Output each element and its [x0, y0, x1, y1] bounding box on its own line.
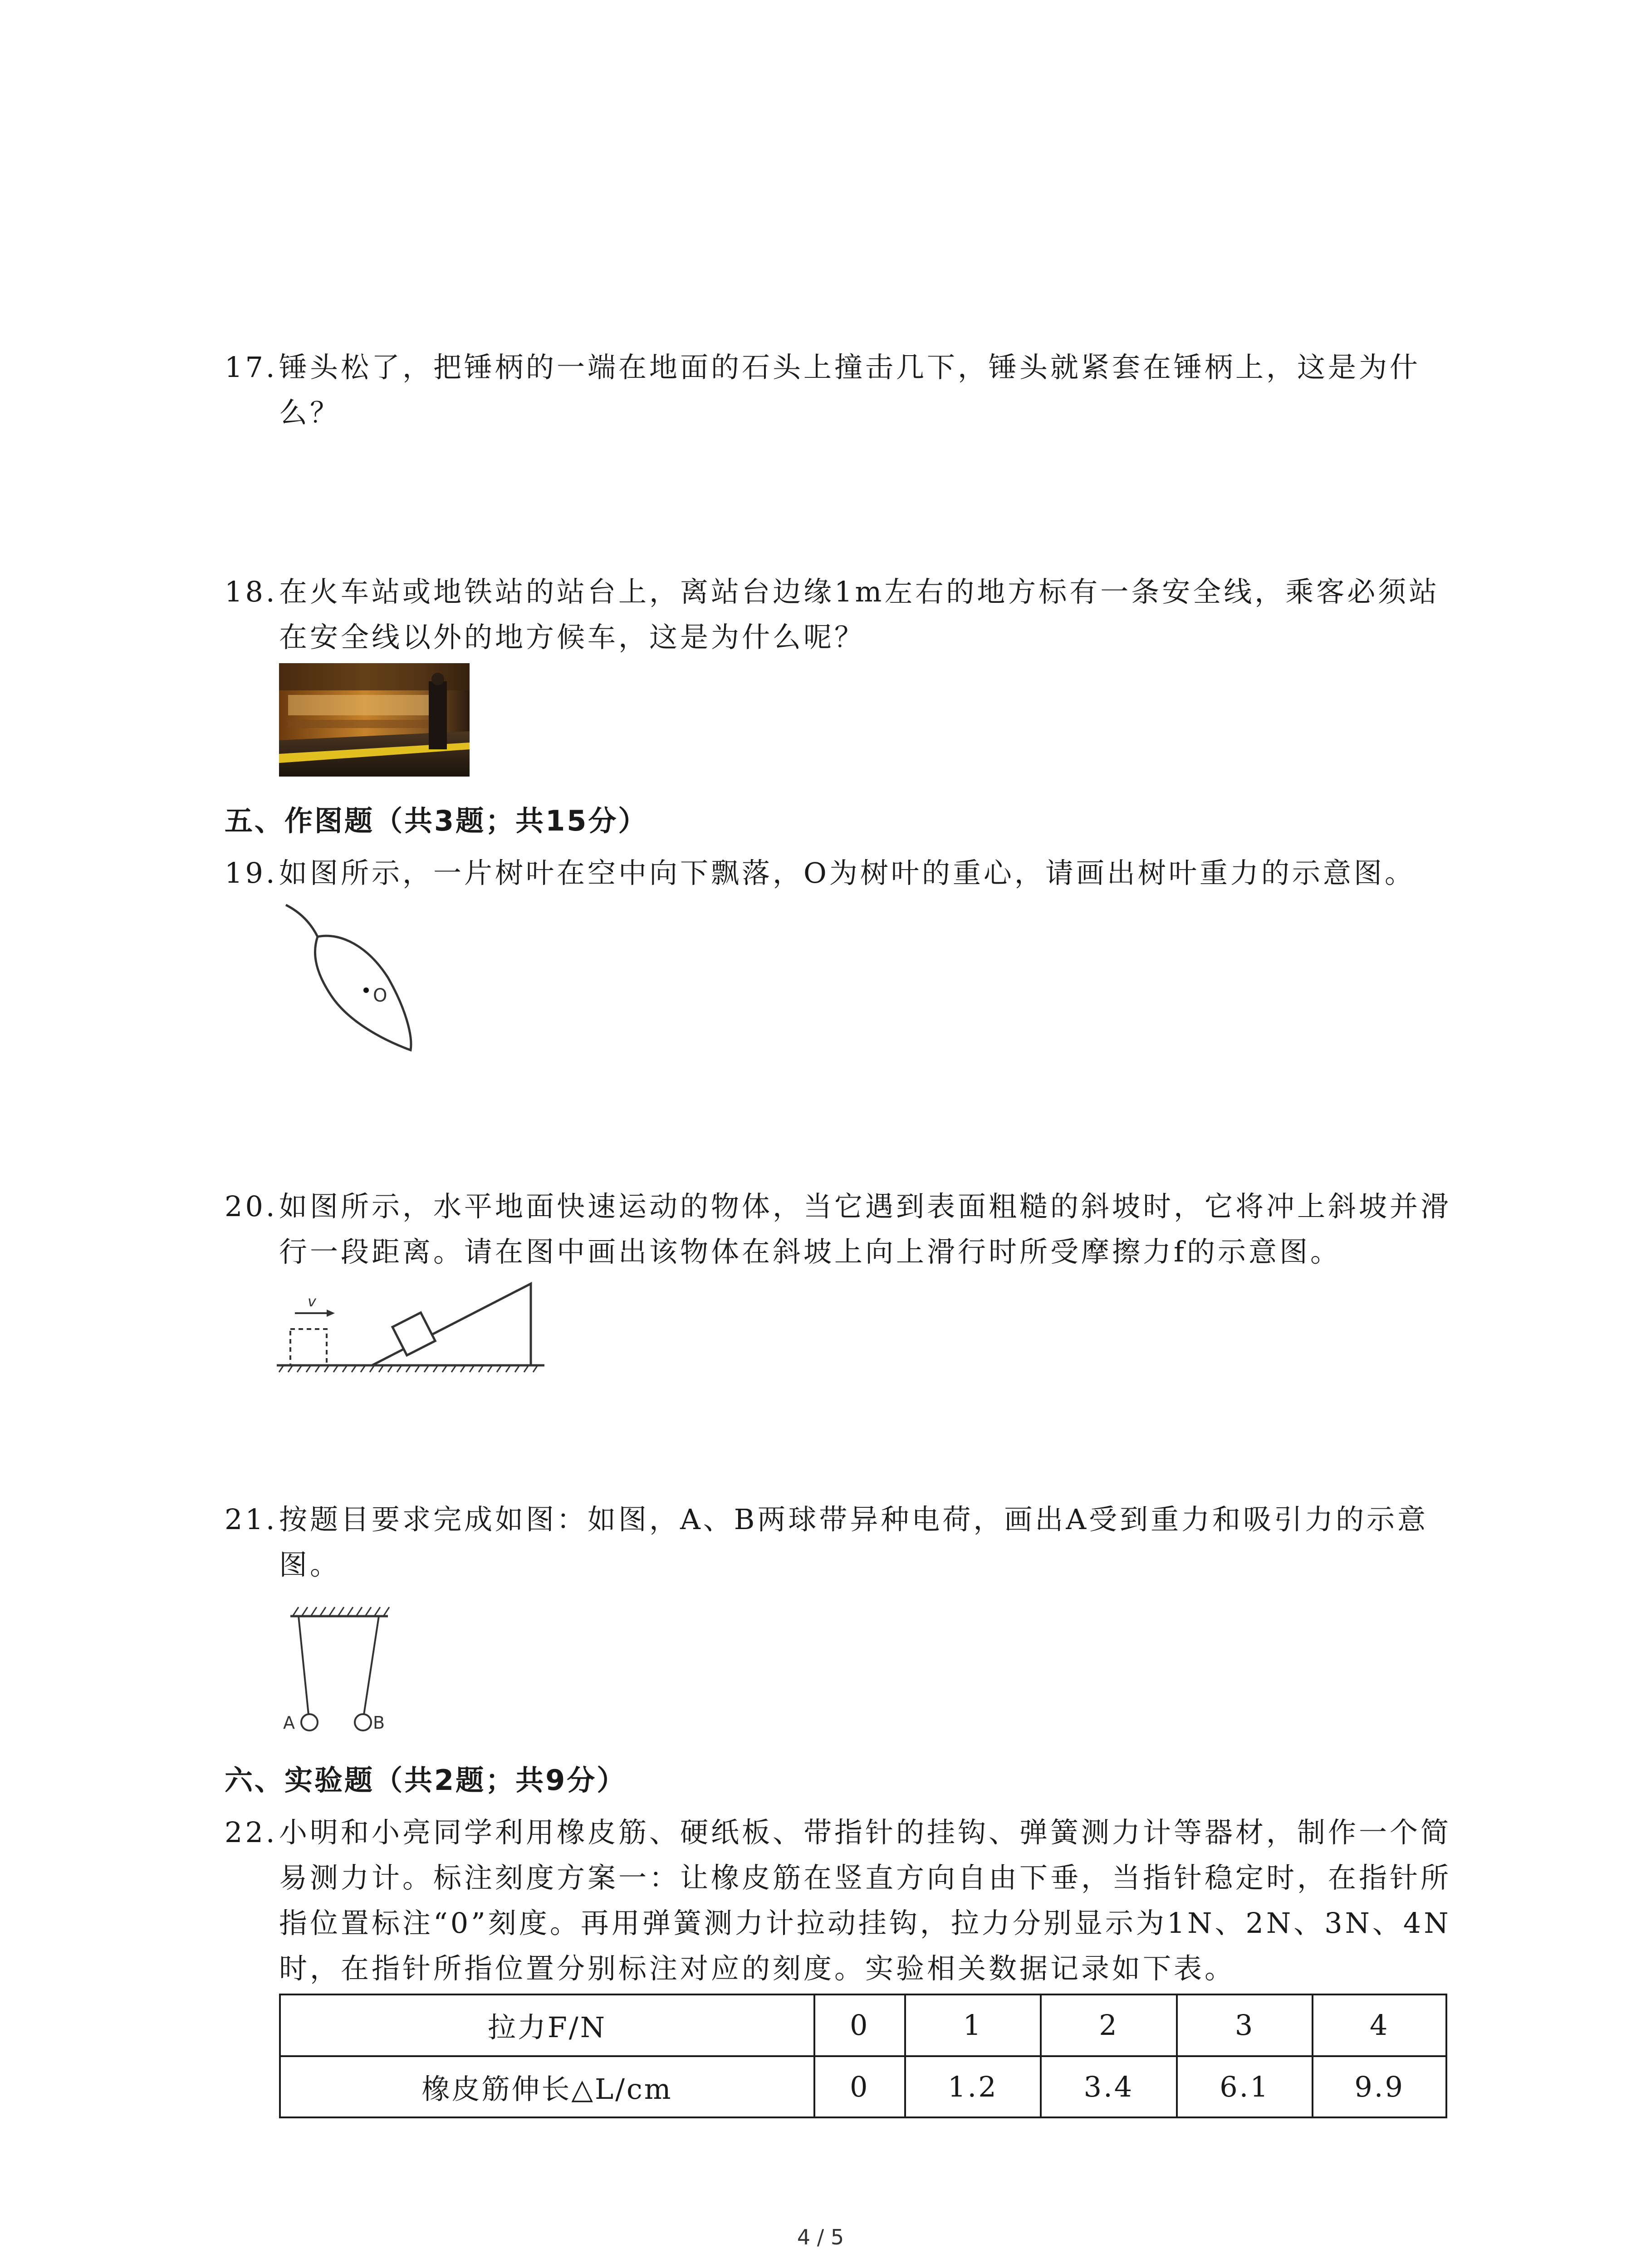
ball-a — [301, 1714, 318, 1730]
ball-b — [355, 1714, 371, 1730]
question-20 — [225, 1184, 1463, 1275]
question-number: 20. — [225, 1190, 278, 1223]
table-cell: 6.1 — [1177, 2056, 1313, 2118]
table-header-cell: 拉力F/N — [280, 1994, 814, 2056]
question-17 — [225, 345, 1463, 435]
ball-a-label: A — [283, 1713, 295, 1733]
subway-platform-photo — [279, 663, 470, 777]
question-number: 22. — [225, 1816, 278, 1849]
table-cell: 9.9 — [1313, 2056, 1446, 2118]
block-on-slope — [392, 1313, 435, 1355]
data-table — [279, 1994, 1447, 2118]
question-19 — [225, 850, 1463, 896]
table-cell: 0 — [814, 1994, 905, 2056]
question-text: 按题目要求完成如图：如图，A、B两球带异种电荷，画出A受到重力和吸引力的示意图。 — [279, 1503, 1429, 1581]
leaf-figure — [277, 900, 426, 1059]
question-22 — [225, 1810, 1463, 1991]
table-row — [280, 2056, 1446, 2118]
question-text: 在火车站或地铁站的站台上，离站台边缘1m左右的地方标有一条安全线，乘客必须站在安全线以外的地方候车，这是为什么呢？ — [279, 575, 1440, 654]
table-header-cell: 橡皮筋伸长△L/cm — [280, 2056, 814, 2118]
question-21 — [225, 1497, 1463, 1588]
question-text: 如图所示，一片树叶在空中向下飘落，O为树叶的重心，请画出树叶重力的示意图。 — [279, 856, 1416, 890]
section-title-5: 五、作图题（共3题；共15分） — [225, 804, 648, 837]
center-of-gravity-dot — [363, 987, 369, 993]
thread-a — [299, 1616, 309, 1715]
question-text: 如图所示，水平地面快速运动的物体，当它遇到表面粗糙的斜坡时，它将冲上斜坡并滑行一段距离。请在图中画出该物体在斜坡上向上滑行时所受摩擦力f的示意图。 — [279, 1190, 1452, 1268]
center-of-gravity-label: O — [373, 985, 387, 1006]
section-title-6: 六、实验题（共2题；共9分） — [225, 1764, 627, 1797]
leaf-outline — [286, 905, 411, 1050]
question-number: 19. — [225, 856, 278, 890]
table-row — [280, 1994, 1446, 2056]
question-text: 小明和小亮同学利用橡皮筋、硬纸板、带指针的挂钩、弹簧测力计等器材，制作一个简易测力计。标注刻度方案一：让橡皮筋在竖直方向自由下垂，当指针稳定时，在指针所指位置标注“0”刻度。再用弹簧测力计拉动挂钩，拉力分别显示为1N、2N、3N、4N时，在指针所指位置分别标注对应的刻度。实验相关数据记录如下表。 — [279, 1816, 1452, 1985]
table-cell: 1.2 — [905, 2056, 1041, 2118]
velocity-label: v — [308, 1293, 316, 1310]
table-cell: 0 — [814, 2056, 905, 2118]
question-number: 17. — [225, 351, 278, 384]
question-text: 锤头松了，把锤柄的一端在地面的石头上撞击几下，锤头就紧套在锤柄上，这是为什么？ — [279, 351, 1421, 429]
thread-b — [364, 1616, 379, 1715]
slope-figure — [277, 1279, 549, 1379]
ball-b-label: B — [373, 1713, 385, 1733]
table-cell: 3.4 — [1041, 2056, 1177, 2118]
page-number: 4 / 5 — [797, 2225, 844, 2249]
charged-balls-figure — [277, 1603, 395, 1740]
question-number: 21. — [225, 1503, 278, 1536]
object-dashed-box — [290, 1329, 327, 1365]
question-number: 18. — [225, 575, 278, 608]
table-cell: 3 — [1177, 1994, 1313, 2056]
question-18 — [225, 569, 1463, 660]
table-cell: 1 — [905, 1994, 1041, 2056]
ceiling-hatch — [293, 1607, 389, 1616]
table-cell: 4 — [1313, 1994, 1446, 2056]
velocity-arrowhead — [327, 1310, 335, 1317]
table-cell: 2 — [1041, 1994, 1177, 2056]
